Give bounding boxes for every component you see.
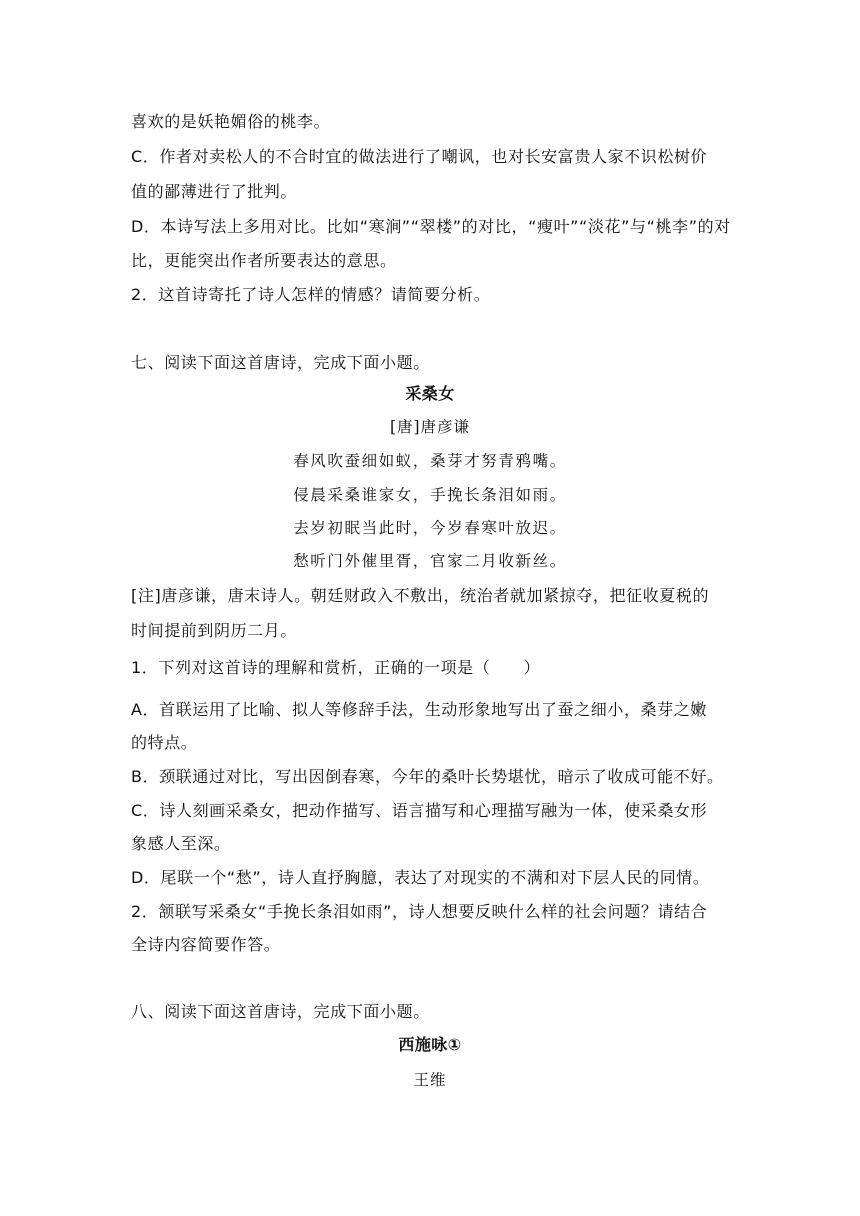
text-line: 喜欢的是妖艳媚俗的桃李。 [131, 112, 331, 131]
poem-line: 侵晨采桑谁家女，手挽长条泪如雨。 [293, 486, 567, 504]
text-line: 比，更能突出作者所要表达的意思。 [131, 251, 397, 270]
text-line: 象感人至深。 [131, 834, 231, 853]
poem-note: [注]唐彦谦，唐末诗人。朝廷财政入不敷出，统治者就加紧掠夺，把征收夏税的 [131, 586, 710, 605]
poem-author: [唐]唐彦谦 [389, 418, 471, 436]
poem-note: 时间提前到阴历二月。 [131, 621, 298, 640]
text-line: 的特点。 [131, 733, 198, 752]
option-b: B．颈联通过对比，写出因倒春寒，今年的桑叶长势堪忧，暗示了收成可能不好。 [131, 767, 724, 786]
option-a: A．首联运用了比喻、拟人等修辞手法，生动形象地写出了蚕之细小，桑芽之嫩 [131, 700, 707, 719]
poem-line: 去岁初眠当此时，今岁春寒叶放迟。 [293, 519, 567, 537]
text-line: 全诗内容简要作答。 [131, 935, 281, 954]
poem-author: 王维 [413, 1071, 447, 1089]
question-2: 2．这首诗寄托了诗人怎样的情感？请简要分析。 [131, 285, 491, 304]
option-c: C．诗人刻画采桑女，把动作描写、语言描写和心理描写融为一体，使采桑女形 [131, 801, 708, 820]
option-d: D．尾联一个“愁”，诗人直抒胸臆，表达了对现实的不满和对下层人民的同情。 [131, 868, 710, 887]
poem-title: 西施咏① [398, 1035, 462, 1054]
option-d: D．本诗写法上多用对比。比如“寒涧”“翠楼”的对比，“瘦叶”“淡花”与“桃李”的对 [131, 217, 731, 236]
poem-line: 愁听门外催里胥，官家二月收新丝。 [293, 552, 567, 570]
section-heading: 八、阅读下面这首唐诗，完成下面小题。 [131, 1002, 430, 1021]
question-2: 2．颔联写采桑女“手挽长条泪如雨”，诗人想要反映什么样的社会问题？请结合 [131, 902, 708, 921]
poem-title: 采桑女 [405, 384, 455, 403]
option-c: C．作者对卖松人的不合时宜的做法进行了嘲讽，也对长安富贵人家不识松树价 [131, 147, 708, 166]
text-line: 值的鄙薄进行了批判。 [131, 182, 298, 201]
question-1: 1．下列对这首诗的理解和赏析，正确的一项是（ ） [131, 658, 541, 677]
poem-line: 春风吹蚕细如蚁，桑芽才努青鸦嘴。 [293, 452, 567, 470]
section-heading: 七、阅读下面这首唐诗，完成下面小题。 [131, 353, 430, 372]
